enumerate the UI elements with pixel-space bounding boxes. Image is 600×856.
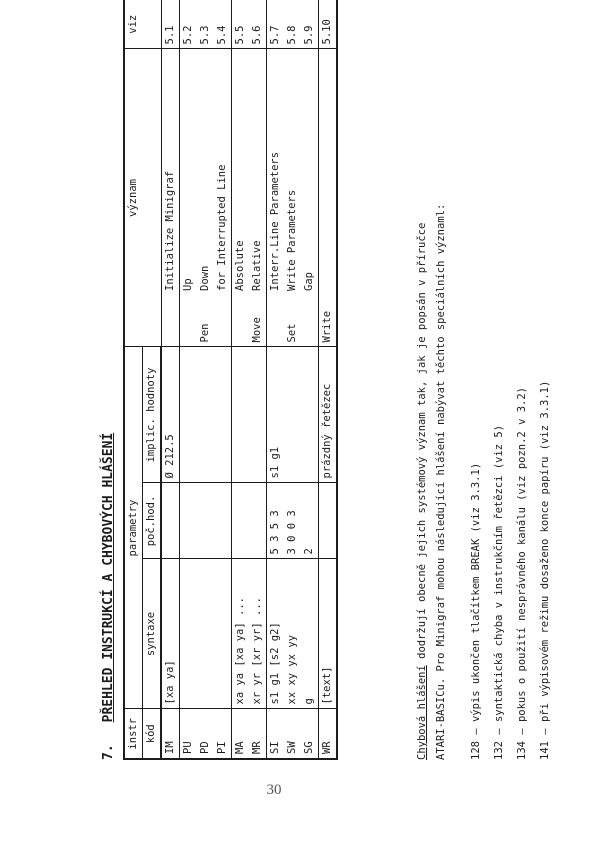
cell-implic [180,347,198,483]
table-row [180,0,198,759]
cell-vyznam [319,49,338,295]
cell-kod: PD [197,709,214,759]
cell-poc: 2 [301,483,319,559]
cell-vyznam: Initialize Minigraf [161,49,180,295]
cell-syntaxe [197,559,214,709]
cell-kod: WR [319,709,338,759]
header-instr: instr [124,709,143,759]
cell-implic [197,347,214,483]
cell-viz: 5.5 [232,0,250,49]
rotated-page-content [95,0,551,760]
cell-vyznam-group: Move [249,295,267,347]
cell-viz: 5.1 [161,0,180,49]
table-row [249,0,267,759]
table-row [197,0,214,759]
cell-syntaxe: s1 g1 [s2 g2] [267,559,285,709]
cell-implic [284,347,301,483]
error-dash: – [470,728,482,735]
header-vyznam: význam [124,49,161,347]
error-dash: – [516,728,528,735]
error-text: výpis ukončen tlačítkem BREAK (viz 3.3.1) [470,462,482,723]
error-code: 132 [493,741,505,760]
error-text: pokus o použití nesprávného kanálu (viz pozn.2 v 3.2) [516,387,528,723]
cell-kod: PU [180,709,198,759]
paragraph-line-1 [413,0,432,760]
cell-vyznam-group: Write [319,295,338,347]
cell-kod: MA [232,709,250,759]
cell-vyznam: Gap [301,49,319,295]
list-item [488,381,511,760]
paragraph-lead: Chybová hlášení [416,665,428,760]
cell-syntaxe: xa ya [xa ya] ... [232,559,250,709]
cell-viz: 5.4 [214,0,232,49]
cell-implic [249,347,267,483]
cell-viz: 5.10 [319,0,338,49]
cell-vyznam-group [267,295,285,347]
table-row [301,0,319,759]
cell-implic [214,347,232,483]
cell-syntaxe [180,559,198,709]
cell-implic: Ø 212.5 [161,347,180,483]
cell-vyznam-group [214,295,232,347]
error-code: 141 [539,741,551,760]
cell-vyznam-group [180,295,198,347]
error-intro-paragraph [413,0,451,760]
cell-vyznam-group: Set [284,295,301,347]
cell-vyznam: Interr.Line Parameters [267,49,285,295]
error-dash: – [493,728,505,735]
cell-poc [249,483,267,559]
table-row [161,0,180,759]
cell-poc [232,483,250,559]
table-row [232,0,250,759]
header-viz: viz [124,0,161,49]
list-item [465,381,488,760]
cell-poc [319,483,338,559]
cell-viz: 5.3 [197,0,214,49]
error-code: 134 [516,741,528,760]
cell-viz: 5.6 [249,0,267,49]
cell-vyznam-group: Pen [197,295,214,347]
header-poc-hod: poč.hod. [143,483,162,559]
error-list [465,381,557,760]
error-text: syntaktická chyba v instrukčním řetězci (viz 5) [493,424,505,723]
paragraph-line-2: ATARI-BASICu. Pro Minigraf mohou následující hlášení nabývat těchto speciálních významl: [435,203,447,760]
error-code: 128 [470,741,482,760]
cell-kod: MR [249,709,267,759]
cell-vyznam: Down [197,49,214,295]
cell-implic [301,347,319,483]
cell-viz: 5.2 [180,0,198,49]
table-row [267,0,285,759]
cell-kod: IM [161,709,180,759]
error-dash: – [539,728,551,735]
cell-syntaxe [214,559,232,709]
list-item [534,381,557,760]
cell-syntaxe: g [301,559,319,709]
cell-implic [232,347,250,483]
instruction-table [123,0,338,760]
cell-poc: 3 0 0 3 [284,483,301,559]
table-row [214,0,232,759]
page-number: 30 [266,782,282,798]
cell-vyznam-group [232,295,250,347]
cell-kod: SI [267,709,285,759]
cell-poc [197,483,214,559]
cell-syntaxe: xr yr [xr yr] ... [249,559,267,709]
cell-viz: 5.7 [267,0,285,49]
header-syntaxe: syntaxe [143,559,162,709]
cell-syntaxe: [xa ya] [161,559,180,709]
cell-vyznam: Up [180,49,198,295]
cell-vyznam: Relative [249,49,267,295]
header-kod: kód [143,709,162,759]
cell-vyznam: Write Parameters [284,49,301,295]
cell-vyznam-group [301,295,319,347]
paragraph-line-1-text: dodržují obecně jejich systémový význam tak, jak je popsán v příručce [416,222,428,666]
table-row [319,0,338,759]
cell-implic: prázdný řetězec [319,347,338,483]
header-implic: implic. hodnoty [143,347,162,483]
cell-viz: 5.9 [301,0,319,49]
cell-poc: 5 3 5 3 [267,483,285,559]
table-row [284,0,301,759]
section-heading [95,433,121,760]
cell-kod: SG [301,709,319,759]
cell-vyznam-group [161,295,180,347]
cell-poc [214,483,232,559]
list-item [511,381,534,760]
cell-syntaxe: [text] [319,559,338,709]
section-number: 7. [100,744,116,760]
section-title: PŘEHLED INSTRUKCÍ A CHYBOVÝCH HLÁŠENÍ [100,432,116,723]
cell-kod: PI [214,709,232,759]
cell-implic: s1 g1 [267,347,285,483]
cell-vyznam: for Interrupted Line [214,49,232,295]
cell-poc [161,483,180,559]
header-parametry: parametry [124,347,143,709]
cell-vyznam: Absolute [232,49,250,295]
cell-poc [180,483,198,559]
error-text: při výpisovém režimu dosaženo konce papíru (viz 3.3.1) [539,380,551,723]
cell-syntaxe: xx xy yx yy [284,559,301,709]
cell-kod: SW [284,709,301,759]
cell-viz: 5.8 [284,0,301,49]
